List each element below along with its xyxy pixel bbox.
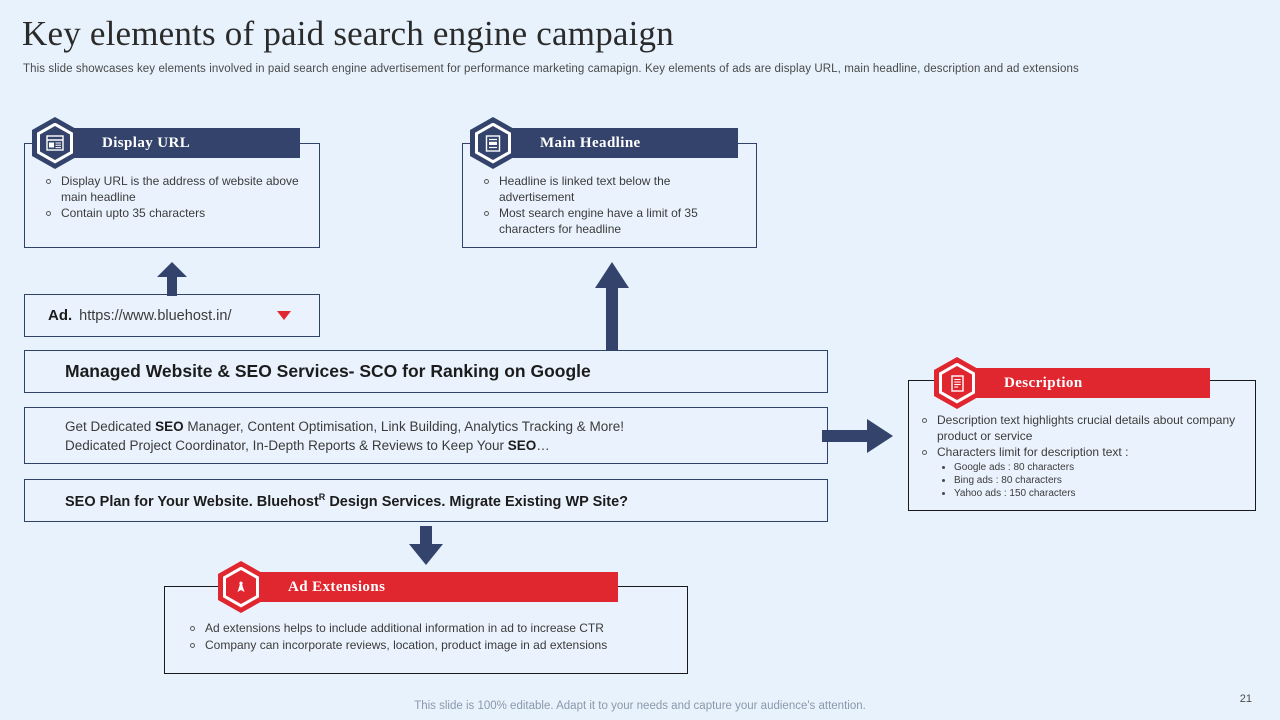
arrow-ad-to-description	[822, 418, 894, 454]
ad-desc-line1-a: Get Dedicated	[65, 418, 156, 434]
list-item: Headline is linked text below the advertisement	[482, 174, 732, 205]
list-item: Bing ads : 80 characters	[940, 474, 1240, 487]
list-item: Display URL is the address of website above main headline	[44, 174, 302, 205]
ad-url-text: https://www.bluehost.in/	[79, 307, 232, 324]
main-headline-title: Main Headline	[540, 134, 641, 151]
display-url-title: Display URL	[102, 134, 191, 151]
browser-window-icon	[46, 135, 64, 151]
list-item: Contain upto 35 characters	[44, 206, 302, 222]
ad-desc-line1-c: Manager, Content Optimisation, Link Building, Analytics Tracking & More!	[183, 418, 625, 434]
page-subtitle: This slide showcases key elements involved in paid search engine advertisement for performance marketing camapign. Key elements of ads are display URL, main headline, description and ad extensions	[23, 63, 1079, 75]
list-item: Company can incorporate reviews, location, product image in ad extensions	[188, 638, 678, 654]
ad-plan-box[interactable]	[24, 479, 828, 522]
arrow-url-to-display-url	[156, 262, 188, 296]
list-item: Characters limit for description text :	[920, 445, 1240, 461]
ad-extensions-bullets	[188, 621, 678, 654]
footer-note: This slide is 100% editable. Adapt it to your needs and capture your audience's attention.	[414, 700, 866, 712]
ribbon-ad-extensions	[224, 572, 618, 602]
main-headline-bullets	[482, 174, 732, 238]
ad-desc-line1-bold: SEO	[155, 418, 184, 434]
ad-label: Ad.	[48, 307, 73, 324]
list-item: Most search engine have a limit of 35 characters for headline	[482, 206, 732, 237]
ad-desc-line2-c: …	[536, 437, 550, 453]
megaphone-icon	[233, 579, 249, 596]
ad-extensions-title: Ad Extensions	[288, 578, 386, 595]
page-title: Key elements of paid search engine campaign	[22, 14, 674, 53]
ad-plan-b: Design Services. Migrate Existing WP Site?	[325, 493, 629, 510]
ad-plan-a: SEO Plan for Your Website. Bluehost	[65, 493, 319, 510]
arrow-headline-to-main-headline	[594, 262, 630, 350]
ad-headline-box[interactable]	[24, 350, 828, 393]
caret-down-icon[interactable]	[277, 311, 291, 320]
ad-desc-line2-a: Dedicated Project Coordinator, In-Depth Reports & Reviews to Keep Your	[65, 437, 508, 453]
ad-desc-line2-bold: SEO	[507, 437, 537, 453]
list-item: Google ads : 80 characters	[940, 461, 1240, 474]
ad-description-box[interactable]	[24, 407, 828, 464]
display-url-bullets	[44, 174, 302, 223]
ribbon-description	[940, 368, 1210, 398]
description-title: Description	[1004, 374, 1083, 391]
description-bullets	[920, 413, 1240, 462]
document-lines-icon	[485, 135, 501, 152]
ribbon-display-url	[38, 128, 300, 158]
document-text-icon	[950, 375, 965, 392]
description-sub-bullets	[940, 461, 1240, 500]
ad-url-bar[interactable]	[24, 294, 320, 337]
ad-headline-text: Managed Website & SEO Services- SCO for Ranking on Google	[65, 361, 591, 381]
ad-plan-superscript: R	[318, 491, 326, 502]
ad-plan-text	[65, 492, 628, 510]
ribbon-main-headline	[476, 128, 738, 158]
list-item: Yahoo ads : 150 characters	[940, 487, 1240, 500]
ad-description-text	[65, 417, 624, 455]
list-item: Ad extensions helps to include additional information in ad to increase CTR	[188, 621, 678, 637]
page-number: 21	[1239, 693, 1252, 705]
list-item: Description text highlights crucial details about company product or service	[920, 413, 1240, 444]
arrow-ad-to-extensions	[408, 526, 444, 566]
